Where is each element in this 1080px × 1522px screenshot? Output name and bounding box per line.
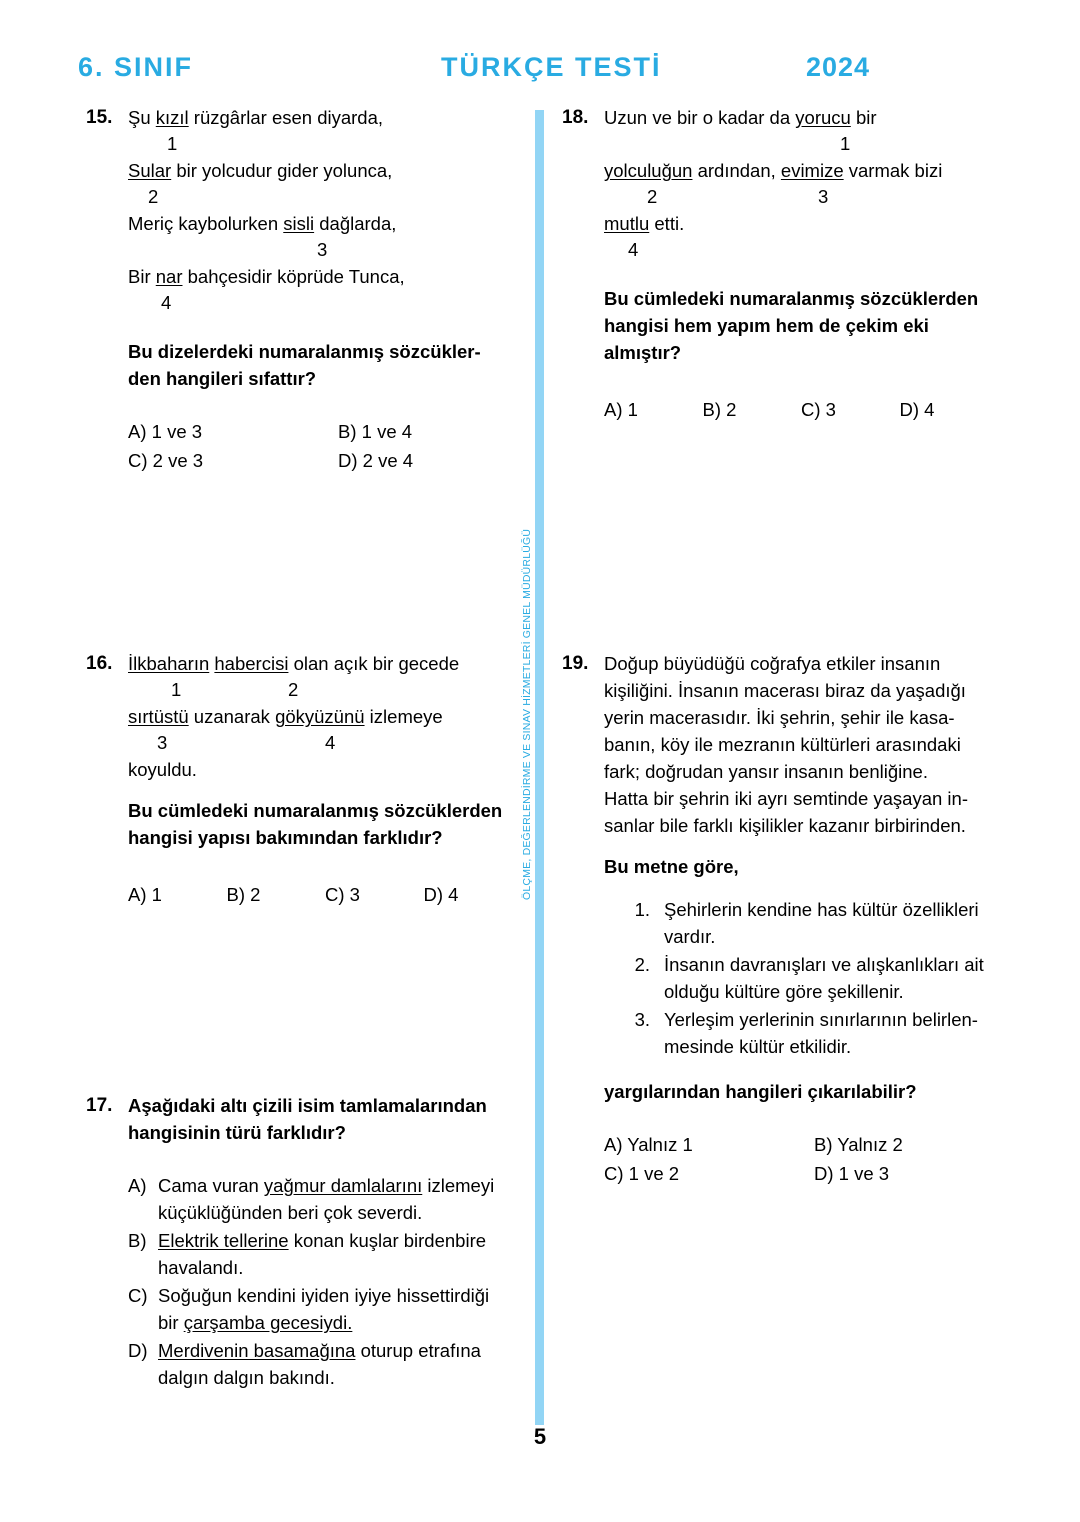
q17-b-line-2: havalandı. bbox=[158, 1257, 244, 1278]
q15-verse-line-3 bbox=[128, 210, 548, 237]
q17-c-line-2 bbox=[158, 1309, 522, 1336]
q17-a-line-2: küçüklüğünden beri çok severdi. bbox=[158, 1202, 423, 1223]
q16-l2-post: izlemeye bbox=[364, 706, 443, 727]
q19-closing-prompt: yargılarından hangileri çıkarılabilir? bbox=[604, 1081, 917, 1102]
q16-marker-4: 4 bbox=[325, 732, 336, 753]
q19-option-d[interactable]: D) 1 ve 3 bbox=[814, 1163, 890, 1184]
q15-marker-row-1 bbox=[128, 131, 548, 157]
question-19-paragraph bbox=[604, 650, 1024, 839]
q19-para-line-3: yerin macerasıdır. İki şehrin, şehir ile kasa- bbox=[604, 707, 955, 728]
question-15-number: 15. bbox=[86, 107, 113, 128]
question-17-number: 17. bbox=[86, 1095, 113, 1116]
q18-marker-1: 1 bbox=[840, 133, 851, 154]
q18-l2-mid: ardından, bbox=[692, 160, 781, 181]
q17-d-post: oturup etrafına bbox=[355, 1340, 481, 1361]
q16-marker-2: 2 bbox=[288, 679, 299, 700]
q16-l2-underlined-2: gökyüzünü bbox=[275, 706, 365, 727]
q17-a-line-1 bbox=[158, 1172, 522, 1199]
q15-marker-3: 3 bbox=[317, 239, 328, 260]
q18-prompt-line-2: hangisi hem yapım hem de çekim eki bbox=[604, 315, 929, 336]
question-17-prompt bbox=[128, 1092, 522, 1146]
q15-verse-line-1 bbox=[128, 104, 548, 131]
q18-option-c[interactable]: C) 3 bbox=[801, 399, 836, 420]
q17-option-d-text bbox=[158, 1337, 522, 1391]
q17-a-underlined: yağmur damlalarını bbox=[263, 1175, 423, 1196]
q15-l3-underlined: sisli bbox=[283, 213, 315, 234]
q19-judgement-3 bbox=[626, 1006, 1024, 1060]
q15-verse-line-4 bbox=[128, 263, 548, 290]
question-15-stem bbox=[128, 104, 548, 474]
question-18-prompt bbox=[604, 285, 998, 366]
q15-marker-4: 4 bbox=[161, 292, 172, 313]
q17-b-underlined: Elektrik tellerine bbox=[158, 1230, 289, 1251]
question-17 bbox=[82, 1092, 522, 1392]
q19-judgement-1-text bbox=[664, 896, 1024, 950]
q18-l3-underlined: mutlu bbox=[604, 213, 650, 234]
q19-para-line-7: sanlar bile farklı kişilikler kazanır birbirinden. bbox=[604, 815, 966, 836]
divider-vertical-label: ÖLÇME, DEĞERLENDİRME VE SINAV HİZMETLERİ GENEL MÜDÜRLÜĞÜ bbox=[521, 528, 533, 900]
q19-judgement-3-text bbox=[664, 1006, 1024, 1060]
q17-d-underlined: Merdivenin basamağına bbox=[158, 1340, 356, 1361]
q16-l2-underlined-1: sırtüstü bbox=[128, 706, 189, 727]
q17-option-a-tag: A) bbox=[128, 1175, 147, 1196]
q16-marker-3: 3 bbox=[157, 732, 168, 753]
q16-option-d[interactable]: D) 4 bbox=[423, 884, 459, 905]
q17-option-b-text bbox=[158, 1227, 522, 1281]
q16-option-b[interactable]: B) 2 bbox=[226, 884, 261, 905]
q15-l3-pre: Meriç kaybolurken bbox=[128, 213, 284, 234]
q19-j3-line-2: mesinde kültür etkilidir. bbox=[664, 1036, 852, 1057]
q19-j1-line-1: Şehirlerin kendine has kültür özellikleri bbox=[664, 899, 979, 920]
q16-option-a[interactable]: A) 1 bbox=[128, 884, 162, 905]
q19-j1-line-2: vardır. bbox=[664, 926, 716, 947]
q16-prompt-line-2: hangisi yapısı bakımından farklıdır? bbox=[128, 827, 443, 848]
q19-judgement-3-number: 3. bbox=[634, 1009, 650, 1030]
page-header bbox=[0, 52, 1080, 92]
q15-prompt-line-1: Bu dizelerdeki numaralanmış sözcükler- bbox=[128, 341, 481, 362]
q15-marker-row-2 bbox=[128, 184, 548, 210]
question-18 bbox=[558, 104, 998, 423]
q15-option-a[interactable]: A) 1 ve 3 bbox=[128, 421, 203, 442]
q17-a-post: izlemeyi bbox=[422, 1175, 495, 1196]
q17-option-c-tag: C) bbox=[128, 1285, 148, 1306]
q17-prompt-line-1: Aşağıdaki altı çizili isim tamlamalarından bbox=[128, 1095, 487, 1116]
q19-judgement-2-number: 2. bbox=[634, 954, 650, 975]
question-15 bbox=[82, 104, 522, 474]
q19-para-line-6: Hatta bir şehrin iki ayrı semtinde yaşayan in- bbox=[604, 788, 968, 809]
q18-l2-underlined-2: evimize bbox=[780, 160, 844, 181]
q17-b-line-1 bbox=[158, 1227, 522, 1254]
q18-l3-post: etti. bbox=[649, 213, 685, 234]
q17-option-b-tag: B) bbox=[128, 1230, 147, 1251]
q18-marker-row-3 bbox=[604, 237, 998, 263]
q15-l4-pre: Bir bbox=[128, 266, 156, 287]
q19-para-line-5: fark; doğrudan yansır insanın benliğine. bbox=[604, 761, 928, 782]
q19-para-line-4: banın, köy ile mezranın kültürleri arasındaki bbox=[604, 734, 961, 755]
q17-prompt-line-2: hangisinin türü farklıdır? bbox=[128, 1122, 346, 1143]
question-19-number: 19. bbox=[562, 653, 589, 674]
q16-line-2 bbox=[128, 703, 522, 730]
question-16-prompt bbox=[128, 797, 522, 851]
q17-d-line-2: dalgın dalgın bakındı. bbox=[158, 1367, 335, 1388]
q15-marker-1: 1 bbox=[167, 133, 178, 154]
q15-l1-underlined: kızıl bbox=[155, 107, 189, 128]
q15-option-c[interactable]: C) 2 ve 3 bbox=[128, 450, 204, 471]
q19-option-b[interactable]: B) Yalnız 2 bbox=[814, 1134, 903, 1155]
q19-judgement-list bbox=[626, 896, 1024, 1060]
q19-judgement-1-number: 1. bbox=[634, 899, 650, 920]
q17-option-b[interactable] bbox=[128, 1227, 522, 1281]
q15-l3-post: dağlarda, bbox=[314, 213, 397, 234]
q16-l1-underlined-1: İlkbaharın bbox=[128, 653, 210, 674]
question-17-stem bbox=[128, 1092, 522, 1392]
q19-judgement-1 bbox=[626, 896, 1024, 950]
q15-prompt-line-2: den hangileri sıfattır? bbox=[128, 368, 317, 389]
q18-line-3 bbox=[604, 210, 998, 237]
q16-marker-row-1 bbox=[128, 677, 522, 703]
question-19 bbox=[558, 650, 998, 1187]
question-17-options bbox=[128, 1172, 522, 1391]
header-grade: 6. SINIF bbox=[78, 52, 194, 82]
q16-option-c[interactable]: C) 3 bbox=[325, 884, 360, 905]
q18-line-1 bbox=[604, 104, 998, 131]
q17-option-d-tag: D) bbox=[128, 1340, 148, 1361]
q17-option-c[interactable] bbox=[128, 1282, 522, 1336]
question-18-number: 18. bbox=[562, 107, 589, 128]
q16-l1-post: olan açık bir gecede bbox=[288, 653, 460, 674]
q15-verse-line-2 bbox=[128, 157, 548, 184]
question-15-options bbox=[128, 418, 548, 474]
q19-lead-in: Bu metne göre, bbox=[604, 856, 739, 877]
q18-l2-post: varmak bizi bbox=[843, 160, 943, 181]
q15-marker-2: 2 bbox=[148, 186, 159, 207]
q16-marker-1: 1 bbox=[171, 679, 182, 700]
q15-marker-row-3 bbox=[128, 237, 548, 263]
q16-line-1 bbox=[128, 650, 522, 677]
q15-l4-post: bahçesidir köprüde Tunca, bbox=[182, 266, 405, 287]
q18-prompt-line-3: almıştır? bbox=[604, 342, 682, 363]
q15-l2-post: bir yolcudur gider yolunca, bbox=[171, 160, 393, 181]
q19-judgement-2-text bbox=[664, 951, 1024, 1005]
q19-j2-line-2: olduğu kültüre göre şekillenir. bbox=[664, 981, 904, 1002]
q17-option-a[interactable] bbox=[128, 1172, 522, 1226]
q16-marker-row-2 bbox=[128, 730, 522, 756]
q15-option-d[interactable]: D) 2 ve 4 bbox=[338, 450, 414, 471]
q19-j2-line-1: İnsanın davranışları ve alışkanlıkları ait bbox=[664, 954, 984, 975]
q15-l4-underlined: nar bbox=[155, 266, 183, 287]
q17-d-line-1 bbox=[158, 1337, 522, 1364]
question-19-stem bbox=[604, 650, 1024, 1187]
question-16-number: 16. bbox=[86, 653, 113, 674]
q16-prompt-line-1: Bu cümledeki numaralanmış sözcüklerden bbox=[128, 800, 503, 821]
q18-marker-row-1 bbox=[604, 131, 998, 157]
q19-j3-line-1: Yerleşim yerlerinin sınırlarının belirlen- bbox=[664, 1009, 978, 1030]
q18-prompt-line-1: Bu cümledeki numaralanmış sözcüklerden bbox=[604, 288, 979, 309]
q16-l2-mid: uzanarak bbox=[188, 706, 276, 727]
q19-para-line-2: kişiliğini. İnsanın macerası biraz da yaşadığı bbox=[604, 680, 966, 701]
q15-marker-row-4 bbox=[128, 290, 548, 316]
question-15-prompt bbox=[128, 338, 548, 392]
q17-option-a-text bbox=[158, 1172, 522, 1226]
q17-option-d[interactable] bbox=[128, 1337, 522, 1391]
question-18-stem bbox=[604, 104, 998, 423]
q16-l1-underlined-2: habercisi bbox=[214, 653, 289, 674]
question-16-options bbox=[128, 881, 522, 908]
q19-option-a[interactable]: A) Yalnız 1 bbox=[604, 1134, 693, 1155]
question-18-options bbox=[604, 396, 998, 423]
q15-l2-underlined: Sular bbox=[128, 160, 172, 181]
q18-marker-4: 4 bbox=[628, 239, 639, 260]
q15-option-b[interactable]: B) 1 ve 4 bbox=[338, 421, 413, 442]
q19-para-line-1: Doğup büyüdüğü coğrafya etkiler insanın bbox=[604, 653, 941, 674]
q17-option-c-text bbox=[158, 1282, 522, 1336]
question-16-stem bbox=[128, 650, 522, 908]
q16-line-3: koyuldu. bbox=[128, 759, 197, 780]
question-19-options bbox=[604, 1131, 1024, 1187]
q17-c-line-1: Soğuğun kendini iyiden iyiye hissettirdiği bbox=[158, 1285, 490, 1306]
q19-option-c[interactable]: C) 1 ve 2 bbox=[604, 1163, 680, 1184]
q15-l1-pre: Şu bbox=[128, 107, 156, 128]
question-16 bbox=[82, 650, 522, 908]
q18-l2-underlined-1: yolculuğun bbox=[604, 160, 693, 181]
page-number: 5 bbox=[533, 1424, 547, 1449]
q18-option-a[interactable]: A) 1 bbox=[604, 399, 638, 420]
right-column bbox=[558, 104, 1018, 1184]
q19-judgement-2 bbox=[626, 951, 1024, 1005]
q18-marker-3: 3 bbox=[818, 186, 829, 207]
header-test-title: TÜRKÇE TESTİ bbox=[441, 52, 662, 82]
q17-c-underlined: çarşamba gecesiydi. bbox=[183, 1312, 353, 1333]
q18-l1-underlined: yorucu bbox=[795, 107, 851, 128]
q18-line-2 bbox=[604, 157, 998, 184]
q18-marker-2: 2 bbox=[647, 186, 658, 207]
q18-option-b[interactable]: B) 2 bbox=[702, 399, 737, 420]
q18-l1-post: bir bbox=[850, 107, 877, 128]
q18-marker-row-2 bbox=[604, 184, 998, 210]
q18-l1-pre: Uzun ve bir o kadar da bbox=[604, 107, 796, 128]
q18-option-d[interactable]: D) 4 bbox=[899, 399, 935, 420]
q17-c-line2-pre: bir bbox=[158, 1312, 184, 1333]
q17-a-pre: Cama vuran bbox=[158, 1175, 264, 1196]
header-year: 2024 bbox=[806, 52, 871, 82]
q15-l1-post: rüzgârlar esen diyarda, bbox=[188, 107, 384, 128]
q17-b-post: konan kuşlar birdenbire bbox=[288, 1230, 487, 1251]
